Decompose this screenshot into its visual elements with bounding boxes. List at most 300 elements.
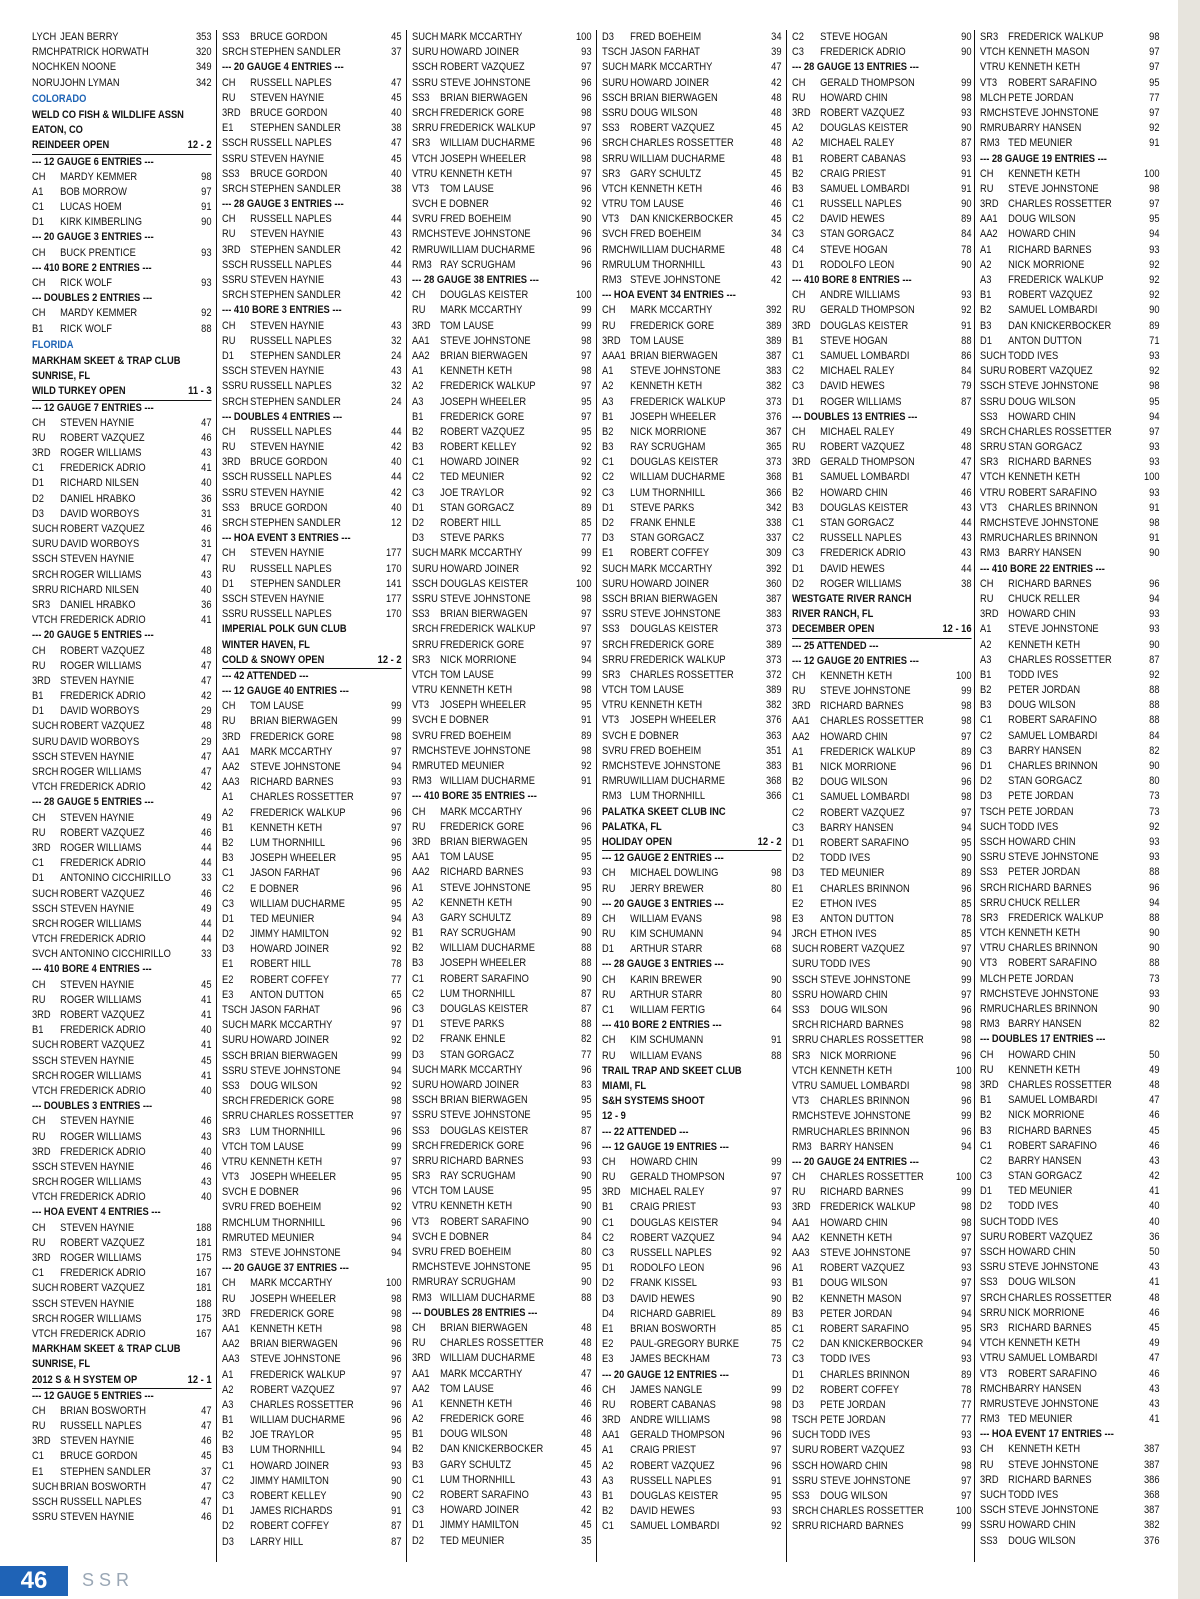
shooter-name: MARK MCCARTHY — [440, 31, 523, 43]
shooter-name: CHARLES ROSSETTER — [440, 1337, 544, 1350]
score: 98 — [391, 1292, 402, 1305]
result-row — [602, 182, 782, 197]
shooter-name: MICHAEL DOWLING — [630, 867, 719, 880]
shooter-name: WILLIAM EVANS — [630, 912, 703, 925]
shooter-name: HOWARD JOINER — [250, 1459, 330, 1472]
result-row — [32, 811, 212, 826]
class-code: C3 — [980, 744, 992, 757]
class-code: RM3 — [792, 1140, 812, 1153]
score: 373 — [765, 653, 782, 666]
class-code: A3 — [980, 653, 992, 666]
shooter-name: STEVE JOHNSTONE — [1008, 517, 1099, 529]
class-code: SSRU — [412, 76, 438, 89]
shooter-name: KENNETH KETH — [440, 896, 513, 909]
class-code: D3 — [980, 790, 992, 803]
score: 42 — [201, 781, 212, 794]
result-row — [222, 836, 402, 851]
section-header — [32, 155, 212, 170]
shooter-name: CHARLES BRINNON — [820, 1125, 910, 1138]
result-row — [222, 288, 402, 303]
result-row — [222, 897, 402, 912]
score: 96 — [581, 76, 592, 89]
score: 100 — [575, 289, 592, 302]
result-row — [222, 349, 402, 364]
result-row — [980, 759, 1160, 774]
score: 29 — [201, 705, 212, 718]
score: 94 — [961, 1338, 972, 1351]
result-row — [980, 941, 1160, 956]
class-code: B3 — [792, 1307, 804, 1320]
class-code: RU — [602, 1049, 616, 1062]
shooter-name: KENNETH KETH — [820, 1231, 893, 1244]
score: 100 — [1143, 167, 1160, 180]
shooter-name: TOM LAUSE — [440, 668, 494, 681]
shooter-name: ROBERT VAZQUEZ — [60, 431, 145, 444]
result-row — [792, 182, 972, 197]
class-code: CH — [32, 644, 46, 657]
class-code: AA1 — [222, 745, 240, 758]
score: 44 — [391, 471, 402, 484]
shooter-name: MICHAEL RALEY — [820, 365, 895, 378]
class-code: RMCH — [412, 744, 440, 757]
class-code: SRCH — [222, 46, 249, 59]
result-row — [222, 1246, 402, 1261]
shooter-name: HOWARD CHIN — [1008, 835, 1076, 848]
score: 94 — [391, 1064, 402, 1077]
shooter-name: SAMUEL LOMBARDI — [1008, 1352, 1098, 1365]
result-row — [792, 790, 972, 805]
score: 40 — [201, 1024, 212, 1037]
shooter-name: ANTONINO CICCHIRILLO — [60, 872, 171, 885]
result-row — [602, 258, 782, 273]
result-row — [602, 713, 782, 728]
shooter-name: STEVEN HAYNIE — [250, 486, 325, 499]
score: 93 — [961, 1262, 972, 1275]
score: 92 — [1149, 820, 1160, 833]
result-row — [980, 197, 1160, 212]
class-code: SRCH — [32, 1069, 59, 1082]
score: 98 — [391, 730, 402, 743]
result-row — [980, 167, 1160, 182]
section-header-text: --- 20 GAUGE 37 ENTRIES --- — [222, 1262, 349, 1275]
class-code: C3 — [222, 897, 234, 910]
shooter-name: CHARLES ROSSETTER — [820, 715, 924, 728]
result-row — [792, 319, 972, 334]
class-code: VTRU — [980, 1352, 1006, 1365]
shooter-name: BRIAN BIERWAGEN — [440, 835, 528, 848]
class-code: TSCH — [602, 46, 628, 59]
shooter-name: ROBERT VAZQUEZ — [630, 1459, 715, 1472]
class-code: A2 — [222, 806, 234, 819]
result-row — [792, 1368, 972, 1383]
score: 88 — [771, 1049, 782, 1062]
class-code: SSCH — [980, 835, 1006, 848]
shooter-name: FREDERICK GORE — [630, 638, 715, 651]
result-row — [792, 760, 972, 775]
result-row — [792, 243, 972, 258]
result-row — [222, 1109, 402, 1124]
result-row — [32, 30, 212, 45]
shooter-name: KENNETH KETH — [820, 1064, 893, 1077]
result-row — [980, 820, 1160, 835]
score: 44 — [201, 917, 212, 930]
shooter-name: STEVE JOHNSTONE — [250, 761, 341, 773]
shooter-name: ROBERT SARAFINO — [440, 1215, 529, 1228]
score: 382 — [765, 380, 782, 393]
class-code: CH — [222, 319, 236, 332]
result-row — [32, 1465, 212, 1480]
class-code: SR3 — [980, 911, 999, 924]
class-code: C3 — [792, 46, 804, 59]
shooter-name: BRIAN BOSWORTH — [630, 1322, 716, 1335]
class-code: A3 — [412, 911, 424, 924]
shooter-name: TODD IVES — [820, 1429, 871, 1442]
result-row — [602, 577, 782, 592]
shooter-name: PETE JORDAN — [820, 1414, 886, 1427]
shooter-name: MICHAEL RALEY — [820, 137, 895, 150]
shooter-name: ROBERT VAZQUEZ — [60, 523, 145, 535]
class-code: D2 — [32, 492, 44, 505]
shooter-name: TOM LAUSE — [630, 684, 684, 697]
result-row — [792, 486, 972, 501]
class-code: CH — [602, 912, 616, 925]
score: 12 — [391, 517, 402, 529]
score: 93 — [1149, 486, 1160, 499]
class-code: D3 — [32, 507, 44, 520]
shooter-name: PETER JORDAN — [1008, 866, 1081, 879]
class-code: SRCH — [412, 623, 439, 636]
class-code: SS3 — [792, 1490, 810, 1502]
shooter-name: TODD IVES — [820, 958, 871, 971]
shooter-name: FREDERICK ADRIO — [60, 690, 146, 703]
score: 99 — [391, 1140, 402, 1153]
shooter-name: STAN GORGACZ — [440, 1048, 515, 1061]
class-code: RU — [602, 1398, 616, 1411]
score: 95 — [581, 699, 592, 712]
score: 90 — [581, 896, 592, 909]
class-code: A2 — [412, 380, 424, 393]
class-code: RMCH — [980, 987, 1008, 1000]
event-date: 12 - 16 — [942, 623, 972, 636]
shooter-name: E DOBNER — [250, 882, 299, 895]
shooter-name: KENNETH KETH — [440, 1200, 513, 1213]
result-row — [222, 1140, 402, 1155]
score: 99 — [961, 76, 972, 89]
shooter-name: TOM LAUSE — [440, 182, 494, 195]
shooter-name: DAN KNICKERBOCKER — [820, 1338, 924, 1351]
result-row — [222, 1504, 402, 1519]
score: 90 — [1149, 760, 1160, 772]
score: 42 — [581, 1504, 592, 1517]
result-row — [792, 440, 972, 455]
score: 96 — [1149, 881, 1160, 894]
score: 42 — [391, 289, 402, 302]
class-code: D1 — [412, 1519, 424, 1532]
result-row — [980, 865, 1160, 880]
shooter-name: ROBERT VAZQUEZ — [1008, 1230, 1093, 1243]
shooter-name: SAMUEL LOMBARDI — [820, 471, 910, 484]
score: 92 — [391, 1201, 402, 1214]
class-code: A3 — [602, 1474, 614, 1487]
result-row — [32, 1023, 212, 1038]
score: 96 — [391, 1398, 402, 1411]
class-code: VT3 — [602, 213, 620, 226]
class-code: SURU — [412, 1078, 439, 1091]
class-code: CH — [222, 547, 236, 560]
result-row — [222, 486, 402, 501]
result-row — [602, 486, 782, 501]
result-row — [792, 288, 972, 303]
class-code: SRCH — [32, 766, 59, 778]
result-row — [412, 1382, 592, 1397]
class-code: RM3 — [602, 790, 622, 803]
result-row — [792, 364, 972, 379]
shooter-name: MARK MCCARTHY — [630, 61, 713, 74]
class-code: SRRU — [792, 1520, 819, 1533]
shooter-name: KENNETH KETH — [1008, 927, 1081, 940]
score: 48 — [581, 1352, 592, 1365]
shooter-name: WILLIAM DUCHARME — [440, 243, 535, 256]
shooter-name: PETE JORDAN — [1008, 91, 1074, 104]
score: 46 — [201, 523, 212, 535]
class-code: RU — [602, 928, 616, 941]
class-code: B1 — [792, 471, 804, 484]
club-heading — [602, 1064, 782, 1079]
shooter-name: FREDERICK WALKUP — [630, 653, 726, 666]
shooter-name: STAN GORGACZ — [1008, 775, 1083, 788]
result-row — [412, 243, 592, 258]
score: 46 — [201, 1115, 212, 1128]
result-row — [980, 486, 1160, 501]
shooter-name: FREDERICK GORE — [440, 1413, 525, 1426]
shooter-name: MARK MCCARTHY — [440, 1063, 523, 1076]
result-row — [32, 170, 212, 185]
score: 89 — [581, 729, 592, 742]
class-code: SR3 — [412, 1170, 431, 1183]
score: 93 — [1149, 456, 1160, 469]
result-row — [32, 1054, 212, 1069]
class-code: RU — [222, 334, 236, 347]
score: 90 — [961, 958, 972, 971]
class-code: D1 — [980, 1185, 992, 1198]
shooter-name: WILLIAM EVANS — [630, 1049, 703, 1062]
shooter-name: BRIAN BIERWAGEN — [630, 592, 718, 605]
result-row — [602, 562, 782, 577]
score: 93 — [581, 1154, 592, 1167]
class-code: B2 — [792, 486, 804, 499]
event-name: COLD & SNOWY OPEN — [222, 653, 325, 666]
result-row — [980, 607, 1160, 622]
score: 43 — [1149, 1397, 1160, 1410]
score: 97 — [391, 821, 402, 834]
score: 88 — [961, 334, 972, 347]
score: 170 — [385, 608, 402, 621]
section-header — [412, 789, 592, 804]
score: 77 — [581, 1048, 592, 1061]
result-row — [412, 1336, 592, 1351]
shooter-name: ROGER WILLIAMS — [60, 766, 142, 778]
score: 376 — [765, 410, 782, 423]
class-code: SUCH — [412, 1063, 439, 1076]
result-row — [412, 1427, 592, 1442]
results-column — [32, 30, 212, 1562]
class-code: SUCH — [32, 1480, 59, 1493]
shooter-name: RICHARD GABRIEL — [630, 1307, 716, 1320]
results-page — [32, 30, 1168, 1562]
class-code: A3 — [602, 395, 614, 408]
shooter-name: STEVE JOHNSTONE — [630, 608, 721, 621]
score: 96 — [771, 1459, 782, 1472]
class-code: SRCH — [32, 568, 59, 581]
score: 387 — [765, 349, 782, 362]
result-row — [32, 1114, 212, 1129]
result-row — [32, 856, 212, 871]
class-code: SVRU — [222, 1201, 248, 1214]
section-header — [32, 1389, 212, 1404]
score: 90 — [581, 1276, 592, 1289]
score: 88 — [201, 322, 212, 335]
score: 38 — [961, 577, 972, 590]
score: 48 — [581, 1321, 592, 1334]
score: 90 — [1149, 304, 1160, 317]
score: 49 — [1149, 1337, 1160, 1350]
result-row — [222, 912, 402, 927]
shooter-name: FRED BOEHEIM — [250, 1201, 322, 1214]
class-code: SVCH — [32, 948, 58, 961]
class-code: SURU — [792, 958, 819, 971]
class-code: D2 — [222, 1520, 234, 1533]
shooter-name: PETE JORDAN — [820, 1398, 886, 1411]
score: 95 — [581, 1109, 592, 1122]
result-row — [412, 1534, 592, 1549]
shooter-name: E DOBNER — [440, 1230, 489, 1243]
result-row — [602, 592, 782, 607]
shooter-name: FREDERICK WALKUP — [1008, 31, 1104, 43]
section-header-text: --- HOA EVENT 4 ENTRIES --- — [32, 1206, 161, 1219]
shooter-name: ROBERT COFFEY — [250, 1520, 330, 1533]
class-code: D1 — [980, 334, 992, 347]
class-code: C2 — [792, 1338, 804, 1351]
class-code: SS3 — [792, 1004, 810, 1016]
score: 73 — [1149, 972, 1160, 985]
score: 82 — [1149, 744, 1160, 757]
shooter-name: RUSSELL NAPLES — [820, 198, 902, 211]
shooter-name: TED MEUNIER — [440, 471, 505, 484]
shooter-name: STAN GORGACZ — [820, 228, 895, 241]
class-code: RM3 — [602, 274, 622, 286]
shooter-name: HOWARD CHIN — [1008, 1048, 1076, 1061]
result-row — [980, 1473, 1160, 1488]
result-row — [412, 440, 592, 455]
shooter-name: STEVE JOHNSTONE — [250, 1247, 341, 1259]
score: 95 — [581, 881, 592, 894]
class-code: SRCH — [32, 1312, 59, 1325]
result-row — [412, 1503, 592, 1518]
class-code: SSCH — [602, 91, 628, 104]
shooter-name: MARK MCCARTHY — [630, 304, 713, 317]
score: 98 — [581, 334, 592, 347]
section-header — [222, 684, 402, 699]
score: 96 — [961, 882, 972, 895]
shooter-name: STEVEN HAYNIE — [250, 592, 325, 605]
shooter-name: TOM LAUSE — [250, 700, 304, 713]
class-code: C3 — [792, 228, 804, 241]
class-code: 3RD — [222, 1307, 241, 1320]
shooter-name: KENNETH KETH — [1008, 638, 1081, 651]
class-code: 3RD — [792, 700, 811, 713]
shooter-name: ROBERT COFFEY — [250, 973, 330, 986]
result-row — [980, 774, 1160, 789]
shooter-name: ROBERT SARAFINO — [820, 836, 909, 849]
result-row — [32, 1404, 212, 1419]
class-code: RU — [792, 91, 806, 104]
shooter-name: WILLIAM DUCHARME — [630, 775, 725, 788]
class-code: D2 — [412, 1033, 424, 1046]
result-row — [792, 531, 972, 546]
score: 91 — [771, 1034, 782, 1047]
class-code: SSRU — [222, 1064, 248, 1077]
result-row — [222, 1003, 402, 1018]
score: 46 — [961, 486, 972, 499]
shooter-name: RUSSELL NAPLES — [820, 532, 902, 545]
result-row — [222, 1079, 402, 1094]
result-row — [32, 598, 212, 613]
shooter-name: ROBERT CABANAS — [820, 152, 906, 165]
result-row — [222, 395, 402, 410]
shooter-name: LARRY HILL — [250, 1535, 304, 1548]
class-code: SUCH — [412, 31, 439, 43]
result-row — [792, 106, 972, 121]
shooter-name: TODD IVES — [1008, 820, 1059, 833]
score: 43 — [201, 1176, 212, 1189]
score: 88 — [1149, 714, 1160, 727]
score: 97 — [581, 349, 592, 362]
class-code: VTCH — [980, 1337, 1006, 1350]
result-row — [32, 446, 212, 461]
class-code: C2 — [602, 1231, 614, 1244]
shooter-name: FREDERICK ADRIO — [60, 1024, 146, 1037]
club-text: IMPERIAL POLK GUN CLUB — [222, 623, 347, 636]
class-code: B2 — [412, 942, 424, 955]
section-header-text: --- 25 ATTENDED --- — [792, 639, 879, 652]
result-row — [412, 319, 592, 334]
class-code: 3RD — [32, 1145, 51, 1158]
section-header-text: --- HOA EVENT 34 ENTRIES --- — [602, 289, 736, 302]
class-code: CH — [32, 978, 46, 991]
class-code: SR3 — [602, 167, 621, 180]
class-code: SS3 — [980, 866, 998, 879]
score: 41 — [201, 993, 212, 1006]
score: 73 — [1149, 805, 1160, 818]
result-row — [412, 1124, 592, 1139]
section-header — [32, 230, 212, 245]
shooter-name: WILLIAM DUCHARME — [440, 137, 535, 150]
shooter-name: STEVE JOHNSTONE — [820, 685, 911, 698]
result-row — [980, 668, 1160, 683]
shooter-name: LUM THORNHILL — [440, 987, 516, 1000]
score: 372 — [765, 668, 782, 681]
class-code: VT3 — [222, 1171, 240, 1184]
class-code: VT3 — [412, 182, 430, 195]
column-divider — [974, 30, 975, 1562]
shooter-name: DOUG WILSON — [820, 1004, 888, 1016]
score: 90 — [1149, 547, 1160, 560]
class-code: SURU — [222, 1034, 249, 1047]
result-row — [412, 1215, 592, 1230]
shooter-name: FREDERICK ADRIO — [820, 46, 906, 59]
shooter-name: HOWARD JOINER — [440, 562, 520, 575]
score: 90 — [1149, 1003, 1160, 1015]
